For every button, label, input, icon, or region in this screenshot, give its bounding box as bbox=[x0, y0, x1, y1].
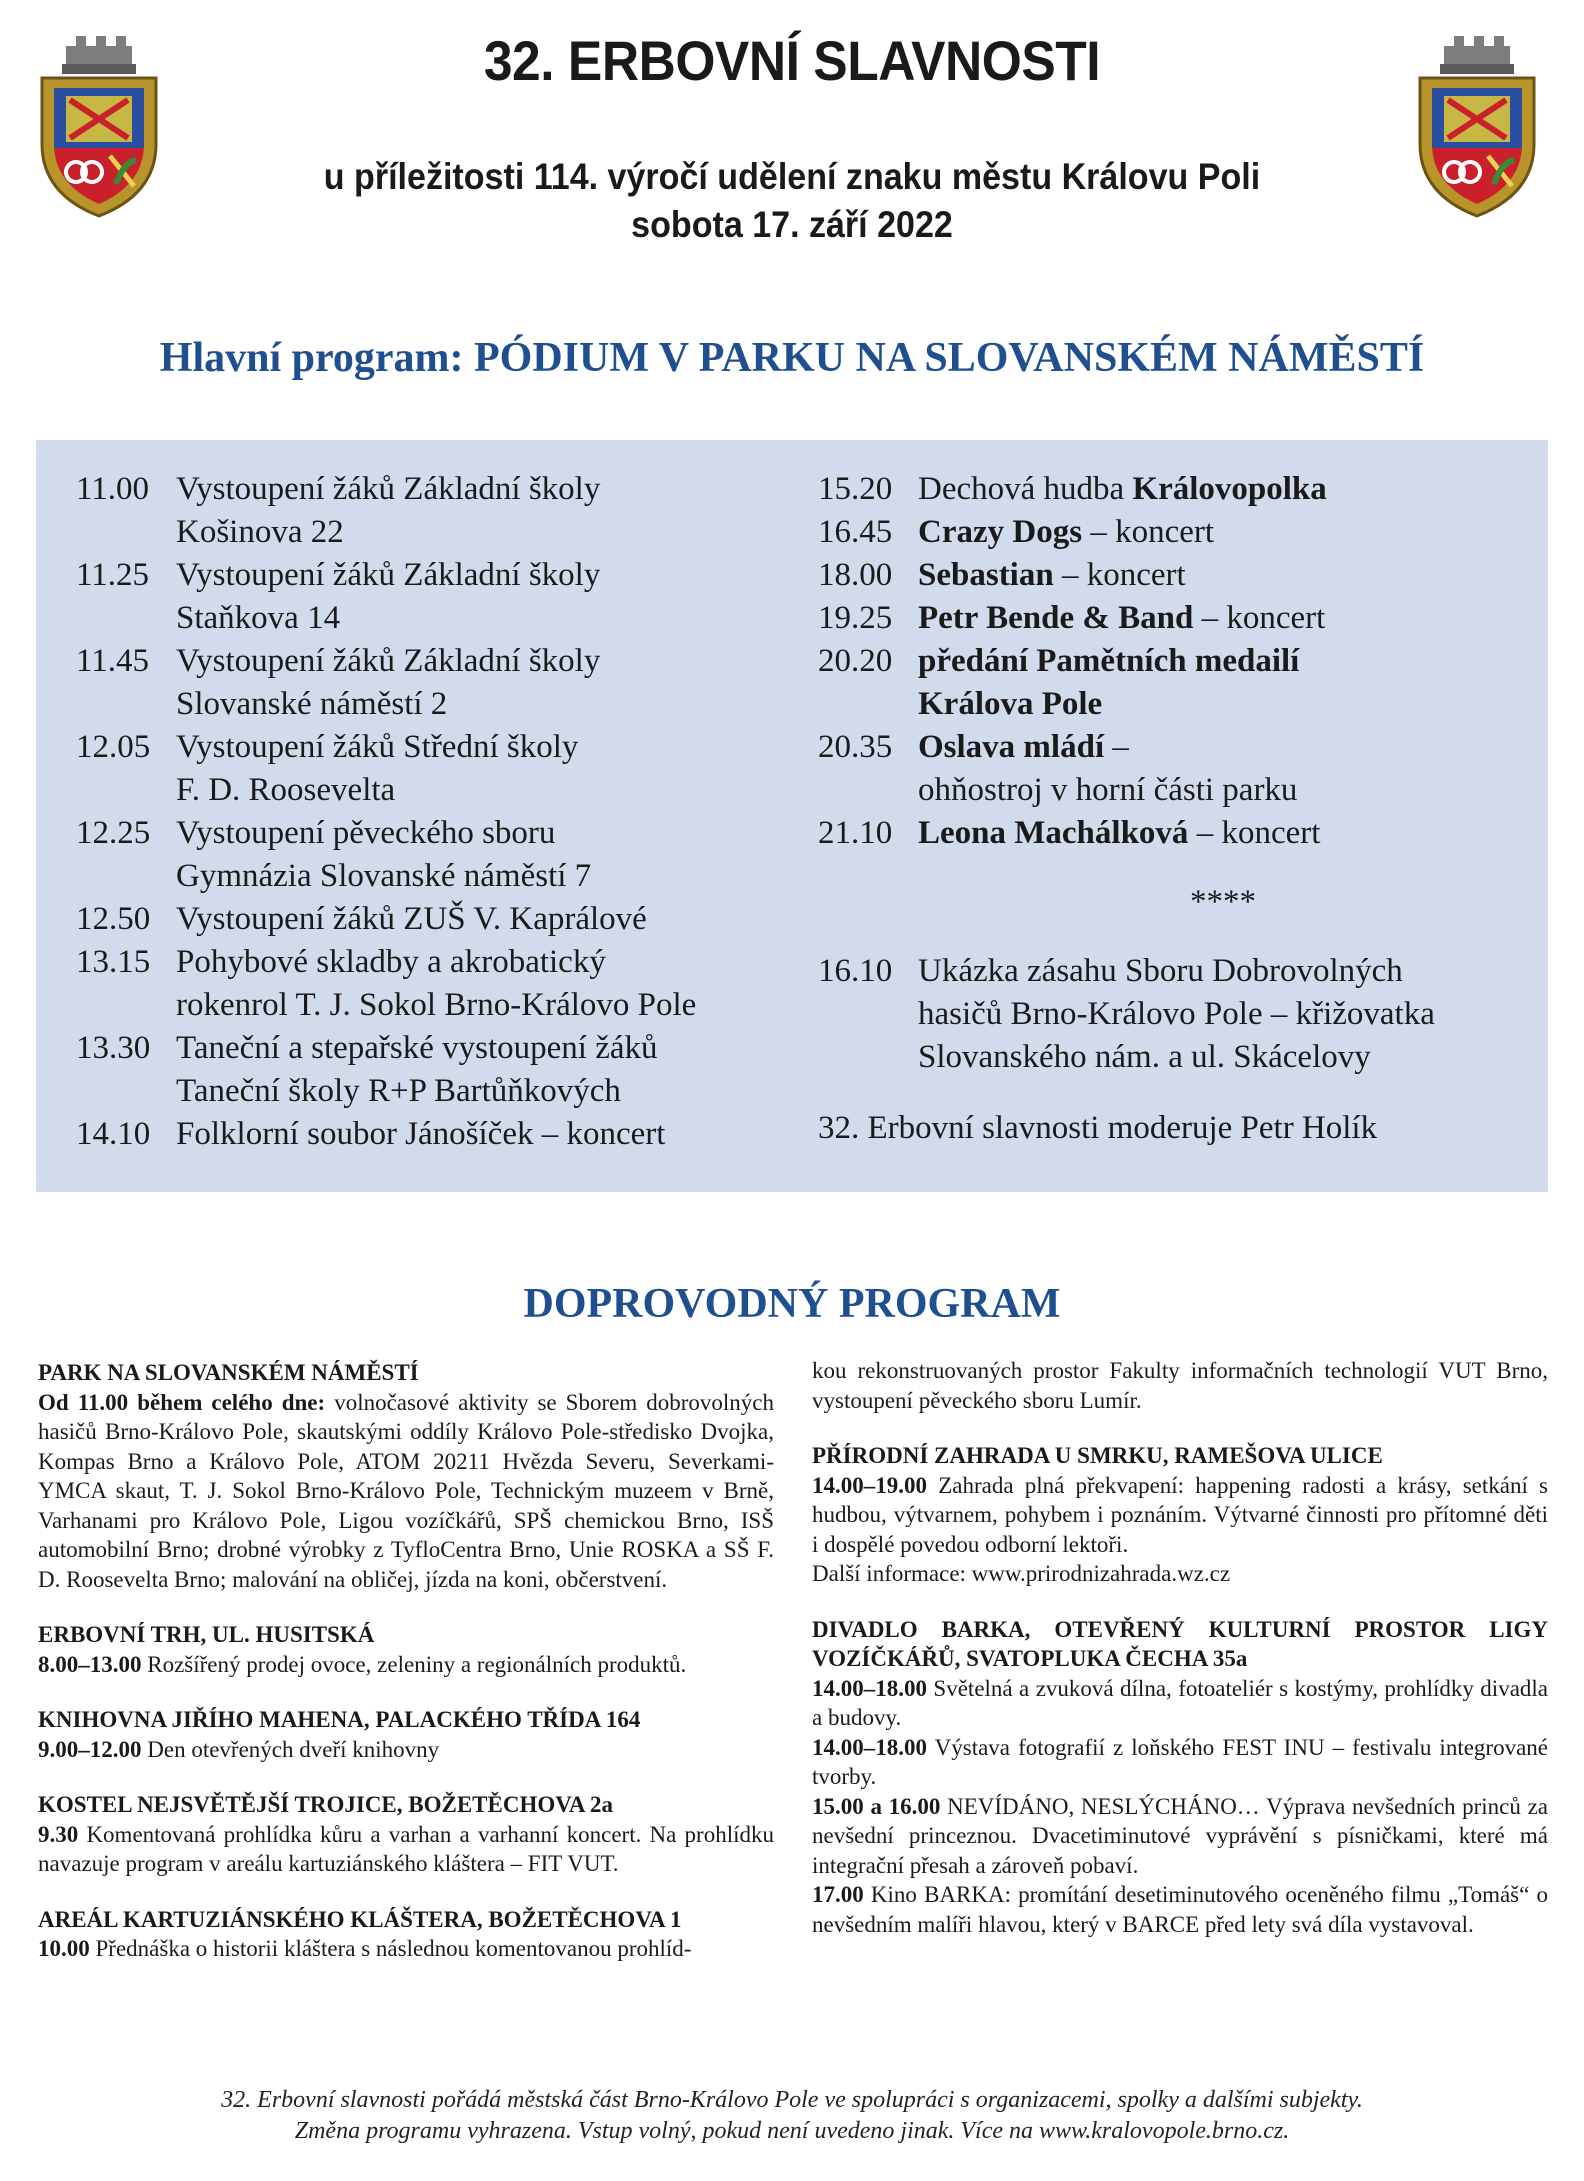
footer-line: Změna programu vyhrazena. Vstup volný, pokud není uvedeno jinak. Více na www.kralovopole.brno.cz. bbox=[294, 2118, 1290, 2144]
entry-line bbox=[918, 597, 1528, 640]
subtitle-occasion: u příležitosti 114. výročí udělení znaku městu Královu Poli bbox=[323, 156, 1261, 197]
entry-text: – koncert bbox=[1082, 514, 1215, 550]
entry-time: 19.25 bbox=[818, 600, 893, 636]
entry-text: rokenrol T. J. Sokol Brno-Královo Pole bbox=[176, 987, 697, 1023]
separator-stars: **** bbox=[1190, 884, 1256, 920]
performer-name: Petr Bende & Band bbox=[918, 600, 1194, 636]
item-text: Přednáška o historii kláštera s následnou komentovanou prohlíd- bbox=[89, 1936, 692, 1961]
entry-text: Vystoupení žáků Základní školy bbox=[176, 471, 601, 507]
entry-time: 11.00 bbox=[76, 471, 150, 507]
program-entry bbox=[818, 511, 1528, 554]
section-item bbox=[812, 1792, 1548, 1881]
section-title: PŘÍRODNÍ ZAHRADA U SMRKU, RAMEŠOVA ULICE bbox=[812, 1443, 1383, 1468]
entry-text: Staňkova 14 bbox=[176, 600, 341, 636]
entry-time: 16.10 bbox=[818, 953, 893, 989]
section-title: AREÁL KARTUZIÁNSKÉHO KLÁŠTERA, BOŽETĚCHOVA 1 bbox=[38, 1906, 682, 1932]
entry-text: Ukázka zásahu Sboru Dobrovolných bbox=[918, 953, 1403, 989]
program-entry bbox=[818, 597, 1528, 640]
entry-time: 12.05 bbox=[76, 729, 151, 765]
entry-text: Vystoupení žáků ZUŠ V. Kaprálové bbox=[176, 901, 647, 937]
footer-line: 32. Erbovní slavnosti pořádá městská část Brno-Královo Pole ve spolupráci s organizacemi, spolky a dalšími subjekty. bbox=[221, 2087, 1363, 2113]
entry-text-block bbox=[918, 554, 1528, 597]
program-entry bbox=[818, 640, 1528, 726]
section-item bbox=[812, 1674, 1548, 1733]
item-time: 9.00–12.00 bbox=[38, 1736, 142, 1762]
entry-text: Gymnázia Slovanské náměstí 7 bbox=[176, 858, 592, 894]
subtitle-date: sobota 17. září 2022 bbox=[631, 204, 953, 245]
entry-line bbox=[918, 726, 1528, 769]
accompanying-program-heading: DOPROVODNÝ PROGRAM bbox=[523, 1281, 1061, 1327]
entry-time: 20.20 bbox=[818, 643, 893, 679]
program-entry bbox=[76, 726, 796, 812]
section-title: ERBOVNÍ TRH, UL. HUSITSKÁ bbox=[38, 1622, 375, 1647]
entry-text: Vystoupení žáků Základní školy bbox=[176, 557, 601, 593]
entry-line bbox=[918, 468, 1528, 511]
section-item bbox=[812, 1559, 1548, 1589]
section-item bbox=[812, 1733, 1548, 1792]
program-entry bbox=[818, 468, 1528, 511]
footer bbox=[0, 2085, 1584, 2147]
section-item bbox=[38, 1934, 774, 1964]
program-section bbox=[38, 1358, 774, 1594]
item-time: 14.00–19.00 bbox=[812, 1472, 927, 1498]
program-section bbox=[38, 1790, 774, 1879]
program-left-column bbox=[76, 468, 796, 1156]
program-section bbox=[38, 1705, 774, 1764]
main-program-heading: Hlavní program: PÓDIUM V PARKU NA SLOVANSKÉM NÁMĚSTÍ bbox=[159, 335, 1425, 381]
item-time: Od 11.00 během celého dne: bbox=[38, 1389, 326, 1415]
entry-line bbox=[918, 511, 1528, 554]
program-entry bbox=[76, 640, 796, 726]
entry-time: 13.30 bbox=[76, 1030, 151, 1066]
entry-text: – bbox=[1104, 729, 1129, 765]
section-item bbox=[812, 1471, 1548, 1560]
entry-time: 15.20 bbox=[818, 471, 893, 507]
performer-name: Královopolka bbox=[1132, 471, 1327, 507]
section-item bbox=[38, 1650, 774, 1680]
entry-text: Slovanského nám. a ul. Skácelovy bbox=[918, 1039, 1371, 1075]
entry-text-block bbox=[176, 1113, 796, 1156]
item-time: 15.00 a 16.00 bbox=[812, 1793, 941, 1819]
program-section bbox=[38, 1620, 774, 1679]
entry-text-block bbox=[918, 597, 1528, 640]
item-time: 8.00–13.00 bbox=[38, 1651, 142, 1677]
entry-text: hasičů Brno-Královo Pole – křižovatka bbox=[918, 996, 1435, 1032]
page-title: 32. ERBOVNÍ SLAVNOSTI bbox=[483, 29, 1101, 92]
item-text: NEVÍDÁNO, NESLÝCHÁNO… Výprava nevšedních princů za nevšední princeznou. Dvacetiminutové vyprávění s písničkami, které má integrační přesah a zároveň pobaví. bbox=[812, 1793, 1549, 1878]
accompanying-left-column bbox=[38, 1358, 774, 1990]
entry-line bbox=[918, 640, 1528, 683]
program-entry bbox=[818, 950, 1528, 1079]
entry-text: F. D. Roosevelta bbox=[176, 772, 396, 808]
continuation-text: kou rekonstruovaných prostor Fakulty informačních technologií VUT Brno, vystoupení pěveckého sboru Lumír. bbox=[812, 1358, 1548, 1413]
entry-text: ohňostroj v horní části parku bbox=[918, 772, 1298, 808]
entry-time: 11.45 bbox=[76, 643, 150, 679]
entry-text-block bbox=[176, 1027, 796, 1113]
item-text: Rozšířený prodej ovoce, zeleniny a regionálních produktů. bbox=[141, 1651, 687, 1677]
section-item bbox=[38, 1820, 774, 1879]
program-section bbox=[38, 1905, 774, 1964]
program-section bbox=[812, 1615, 1548, 1940]
section-item bbox=[812, 1880, 1548, 1939]
program-entry bbox=[76, 1027, 796, 1113]
item-text: Den otevřených dveří knihovny bbox=[141, 1736, 440, 1762]
entry-line bbox=[918, 554, 1528, 597]
entry-time: 13.15 bbox=[76, 944, 151, 980]
moderator-note: 32. Erbovní slavnosti moderuje Petr Holík bbox=[818, 1110, 1378, 1146]
entry-time: 12.25 bbox=[76, 815, 151, 851]
item-text: Kino BARKA: promítání desetiminutového oceněného filmu „Tomáš“ o nevšedním malíři hlavou, který v BARCE před lety svá díla vystavoval. bbox=[812, 1882, 1548, 1937]
performer-name: Leona Machálková bbox=[918, 815, 1189, 851]
entry-text: Pohybové skladby a akrobatický bbox=[176, 944, 606, 980]
entry-text-block bbox=[176, 554, 796, 640]
item-text: volnočasové aktivity se Sborem dobrovolných hasičů Brno-Královo Pole, skautskými oddíly Královo Pole-středisko Dvojka, Kompas Brno a Královo Pole, ATOM 20211 Hvězda Severu, Severkami-YMCA skaut, T. J. Sokol Brno-Královo Pole, Technickým muzeem v Brně, Varhanami pro Královo Pole, Ligou vozíčkářů, SPŠ chemickou Brno, ISŠ automobilní Brno; drobné výrobky z TyfloCentra Brno, Unie ROSKA a SŠ F. D. Roosevelta Brno; malování na obličej, jízda na koni, občerstvení. bbox=[38, 1389, 774, 1592]
item-time: 10.00 bbox=[38, 1936, 90, 1961]
program-entry bbox=[76, 468, 796, 554]
item-time: 9.30 bbox=[38, 1821, 79, 1847]
entry-text-block bbox=[176, 941, 796, 1027]
performer-name: předání Pamětních medailí bbox=[918, 643, 1300, 679]
entry-text: – koncert bbox=[1053, 557, 1186, 593]
entry-text: Taneční a stepařské vystoupení žáků bbox=[176, 1030, 658, 1066]
item-time: 17.00 bbox=[812, 1882, 864, 1907]
program-entry bbox=[76, 1113, 796, 1156]
entry-text: Vystoupení žáků Střední školy bbox=[176, 729, 579, 765]
entry-text-block bbox=[918, 640, 1528, 726]
entry-text-block bbox=[176, 640, 796, 726]
program-entry bbox=[76, 941, 796, 1027]
performer-name: Sebastian bbox=[918, 557, 1054, 593]
entry-text-block bbox=[918, 812, 1528, 855]
entry-text: Taneční školy R+P Bartůňkových bbox=[176, 1073, 621, 1109]
program-entry bbox=[818, 726, 1528, 812]
entry-text: – koncert bbox=[1188, 815, 1321, 851]
entry-text-block bbox=[176, 726, 796, 812]
entry-line bbox=[918, 812, 1528, 855]
performer-name: Crazy Dogs bbox=[918, 514, 1083, 550]
entry-text: Vystoupení žáků Základní školy bbox=[176, 643, 601, 679]
performer-name: Králova Pole bbox=[918, 686, 1103, 722]
entry-time: 20.35 bbox=[818, 729, 893, 765]
program-entry bbox=[818, 554, 1528, 597]
program-entry bbox=[76, 554, 796, 640]
section-title: KNIHOVNA JIŘÍHO MAHENA, PALACKÉHO TŘÍDA 164 bbox=[38, 1707, 641, 1732]
entry-text: Vystoupení pěveckého sboru bbox=[176, 815, 556, 851]
entry-time: 12.50 bbox=[76, 901, 151, 937]
entry-text: – koncert bbox=[1193, 600, 1326, 636]
entry-text-block bbox=[176, 812, 796, 898]
entry-time: 11.25 bbox=[76, 557, 150, 593]
performer-name: Oslava mládí bbox=[918, 729, 1105, 765]
entry-text-block bbox=[176, 898, 796, 941]
item-text: Komentovaná prohlídka kůru a varhan a varhanní koncert. Na prohlídku navazuje program v areálu kartuziánského kláštera – FIT VUT. bbox=[38, 1821, 774, 1876]
item-text: Další informace: www.prirodnizahrada.wz.cz bbox=[812, 1561, 1231, 1586]
section-item bbox=[38, 1388, 774, 1595]
entry-text-block bbox=[918, 468, 1528, 511]
program-entry bbox=[818, 812, 1528, 855]
entry-text: Slovanské náměstí 2 bbox=[176, 686, 448, 722]
section-title: PARK NA SLOVANSKÉM NÁMĚSTÍ bbox=[38, 1360, 419, 1385]
entry-text-block bbox=[918, 511, 1528, 554]
entry-time: 16.45 bbox=[818, 514, 893, 550]
program-section bbox=[812, 1441, 1548, 1589]
program-entry bbox=[76, 812, 796, 898]
item-time: 14.00–18.00 bbox=[812, 1675, 927, 1701]
program-right-column bbox=[818, 468, 1528, 1150]
entry-text: Folklorní soubor Jánošíček – koncert bbox=[176, 1116, 666, 1152]
accompanying-right-column bbox=[812, 1356, 1548, 1965]
section-title: DIVADLO BARKA, OTEVŘENÝ KULTURNÍ PROSTOR LIGY VOZÍČKÁŘŮ, SVATOPLUKA ČECHA 35a bbox=[812, 1616, 1548, 1671]
entry-time: 18.00 bbox=[818, 557, 893, 593]
section-item bbox=[38, 1735, 774, 1765]
item-time: 14.00–18.00 bbox=[812, 1734, 927, 1760]
item-text: Zahrada plná překvapení: happening radosti a krásy, setkání s hudbou, výtvarnem, pohybem i poznáním. Výtvarné činnosti pro přítomné děti i dospělé povedou odborní lektoři. bbox=[812, 1472, 1548, 1557]
section-title: KOSTEL NEJSVĚTĚJŠÍ TROJICE, BOŽETĚCHOVA 2a bbox=[38, 1792, 613, 1817]
item-text: Světelná a zvuková dílna, fotoateliér s kostýmy, prohlídky divadla a budovy. bbox=[812, 1675, 1548, 1730]
entry-text: Dechová hudba bbox=[918, 471, 1133, 507]
entry-text-block bbox=[918, 726, 1528, 812]
entry-text-block bbox=[176, 468, 796, 554]
entry-time: 14.10 bbox=[76, 1116, 151, 1152]
entry-time: 21.10 bbox=[818, 815, 893, 851]
main-program-box bbox=[36, 440, 1548, 1192]
program-entry bbox=[76, 898, 796, 941]
item-text: Výstava fotografií z loňského FEST INU – festivalu integrované tvorby. bbox=[812, 1734, 1548, 1789]
entry-text: Košinova 22 bbox=[176, 514, 344, 550]
